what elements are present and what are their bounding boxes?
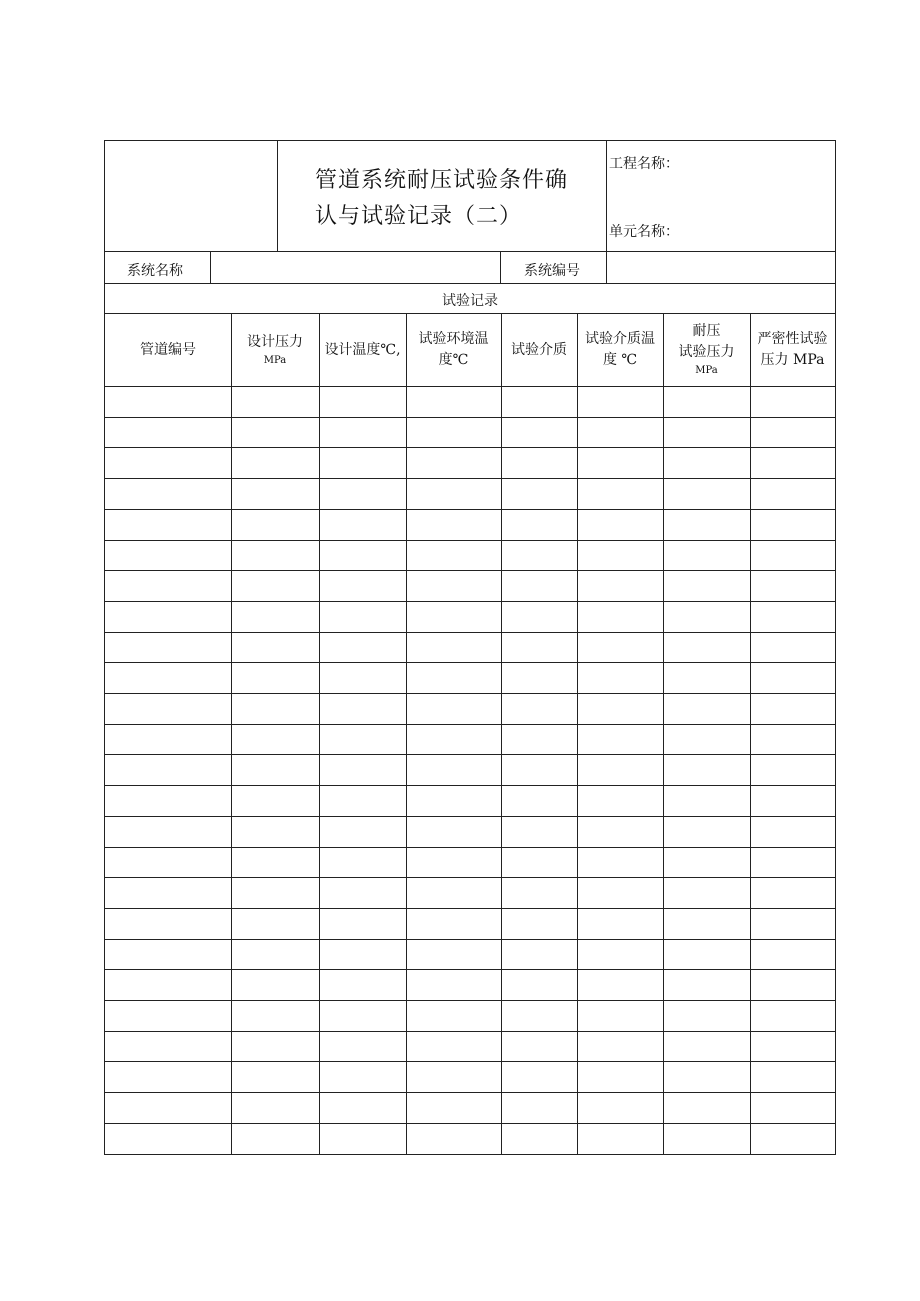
- column-header-line1: 试验环境温: [418, 331, 489, 347]
- table-cell[interactable]: [578, 694, 662, 723]
- table-cell[interactable]: [320, 694, 405, 723]
- table-cell[interactable]: [502, 1124, 576, 1153]
- table-cell[interactable]: [320, 663, 405, 692]
- table-cell[interactable]: [407, 510, 500, 539]
- table-cell[interactable]: [106, 909, 230, 938]
- table-cell[interactable]: [232, 510, 318, 539]
- table-cell[interactable]: [106, 970, 230, 999]
- table-cell[interactable]: [106, 1001, 230, 1030]
- table-cell[interactable]: [751, 663, 834, 692]
- table-cell[interactable]: [664, 1093, 749, 1122]
- table-cell[interactable]: [106, 418, 230, 447]
- table-cell[interactable]: [578, 663, 662, 692]
- table-cell[interactable]: [232, 755, 318, 784]
- table-cell[interactable]: [407, 541, 500, 570]
- table-cell[interactable]: [232, 1093, 318, 1122]
- column-header: [231, 314, 319, 386]
- table-cell[interactable]: [232, 541, 318, 570]
- table-cell[interactable]: [578, 878, 662, 907]
- table-cell[interactable]: [664, 878, 749, 907]
- table-cell[interactable]: [502, 1062, 576, 1091]
- form-title-line2: 认与试验记录（二）: [315, 204, 523, 229]
- table-cell[interactable]: [751, 848, 834, 877]
- table-cell[interactable]: [320, 571, 405, 600]
- system-number-field[interactable]: [607, 252, 835, 282]
- table-cell[interactable]: [502, 970, 576, 999]
- table-cell[interactable]: [751, 786, 834, 815]
- column-header-line2: 度 ℃: [602, 352, 638, 368]
- table-cell[interactable]: [320, 725, 405, 754]
- test-record-form: [104, 140, 836, 1155]
- column-header-line1: 试验介质: [511, 341, 567, 358]
- table-cell[interactable]: [232, 663, 318, 692]
- table-cell[interactable]: [320, 1062, 405, 1091]
- table-cell[interactable]: [664, 387, 749, 416]
- table-cell[interactable]: [578, 602, 662, 631]
- table-cell[interactable]: [502, 387, 576, 416]
- table-cell[interactable]: [664, 541, 749, 570]
- table-cell[interactable]: [502, 755, 576, 784]
- table-cell[interactable]: [578, 786, 662, 815]
- table-cell[interactable]: [106, 1032, 230, 1061]
- table-cell[interactable]: [407, 848, 500, 877]
- table-cell[interactable]: [407, 909, 500, 938]
- table-cell[interactable]: [232, 633, 318, 662]
- table-cell[interactable]: [106, 725, 230, 754]
- table-cell[interactable]: [320, 755, 405, 784]
- table-cell[interactable]: [232, 1001, 318, 1030]
- table-cell[interactable]: [407, 602, 500, 631]
- table-cell[interactable]: [407, 725, 500, 754]
- column-header-line2: 压力 MPa: [760, 352, 825, 368]
- table-cell[interactable]: [407, 940, 500, 969]
- table-cell[interactable]: [751, 970, 834, 999]
- column-header: [319, 314, 406, 386]
- column-header-line1: 耐压: [692, 323, 721, 339]
- table-cell[interactable]: [578, 1062, 662, 1091]
- table-cell[interactable]: [320, 940, 405, 969]
- column-header-line1: 设计温度℃,: [324, 341, 401, 358]
- column-header-line1: 试验介质温: [585, 331, 655, 347]
- table-cell[interactable]: [320, 387, 405, 416]
- table-cell[interactable]: [751, 571, 834, 600]
- table-cell[interactable]: [320, 1124, 405, 1153]
- table-cell[interactable]: [751, 817, 834, 846]
- table-cell[interactable]: [106, 694, 230, 723]
- table-cell[interactable]: [320, 541, 405, 570]
- table-cell[interactable]: [578, 1001, 662, 1030]
- table-cell[interactable]: [232, 479, 318, 508]
- table-cell[interactable]: [502, 541, 576, 570]
- table-cell[interactable]: [664, 970, 749, 999]
- table-cell[interactable]: [502, 909, 576, 938]
- table-cell[interactable]: [106, 940, 230, 969]
- table-cell[interactable]: [664, 602, 749, 631]
- table-cell[interactable]: [407, 1032, 500, 1061]
- table-cell[interactable]: [106, 448, 230, 477]
- table-cell[interactable]: [407, 418, 500, 447]
- table-cell[interactable]: [502, 786, 576, 815]
- table-cell[interactable]: [502, 878, 576, 907]
- table-cell[interactable]: [664, 755, 749, 784]
- table-cell[interactable]: [407, 448, 500, 477]
- table-cell[interactable]: [106, 878, 230, 907]
- table-cell[interactable]: [407, 1124, 500, 1153]
- column-header: [501, 314, 577, 386]
- project-name-label: 工程名称：: [609, 156, 679, 172]
- table-cell[interactable]: [106, 1062, 230, 1091]
- table-cell[interactable]: [320, 510, 405, 539]
- table-cell[interactable]: [664, 848, 749, 877]
- logo-cell: [105, 141, 277, 251]
- table-cell[interactable]: [578, 571, 662, 600]
- table-cell[interactable]: [320, 817, 405, 846]
- table-cell[interactable]: [502, 663, 576, 692]
- table-cell[interactable]: [751, 418, 834, 447]
- table-cell[interactable]: [751, 633, 834, 662]
- table-cell[interactable]: [502, 633, 576, 662]
- table-cell[interactable]: [232, 817, 318, 846]
- table-cell[interactable]: [106, 1124, 230, 1153]
- table-cell[interactable]: [232, 694, 318, 723]
- column-header: [577, 314, 663, 386]
- table-cell[interactable]: [751, 1062, 834, 1091]
- table-cell[interactable]: [578, 448, 662, 477]
- column-header-unit: MPa: [263, 354, 287, 366]
- table-cell[interactable]: [232, 940, 318, 969]
- table-cell[interactable]: [664, 940, 749, 969]
- table-cell[interactable]: [578, 970, 662, 999]
- table-cell[interactable]: [320, 1001, 405, 1030]
- table-cell[interactable]: [578, 541, 662, 570]
- column-header-line2: 试验压力: [678, 344, 735, 360]
- column-header-unit: MPa: [695, 365, 718, 376]
- table-cell[interactable]: [407, 970, 500, 999]
- table-cell[interactable]: [502, 694, 576, 723]
- table-cell[interactable]: [106, 848, 230, 877]
- table-cell[interactable]: [664, 909, 749, 938]
- table-cell[interactable]: [751, 909, 834, 938]
- table-cell[interactable]: [751, 725, 834, 754]
- column-header: [105, 314, 231, 386]
- table-cell[interactable]: [664, 448, 749, 477]
- table-cell[interactable]: [320, 633, 405, 662]
- table-cell[interactable]: [232, 848, 318, 877]
- table-cell[interactable]: [232, 786, 318, 815]
- table-cell[interactable]: [232, 909, 318, 938]
- table-cell[interactable]: [751, 878, 834, 907]
- table-cell[interactable]: [664, 1032, 749, 1061]
- table-cell[interactable]: [232, 571, 318, 600]
- table-cell[interactable]: [751, 694, 834, 723]
- table-cell[interactable]: [751, 1001, 834, 1030]
- table-cell[interactable]: [320, 970, 405, 999]
- table-cell[interactable]: [106, 510, 230, 539]
- form-title-line1: 管道系统耐压试验条件确: [315, 168, 569, 193]
- table-cell[interactable]: [407, 755, 500, 784]
- table-cell[interactable]: [502, 1001, 576, 1030]
- column-header: [406, 314, 501, 386]
- table-cell[interactable]: [502, 571, 576, 600]
- table-cell[interactable]: [578, 817, 662, 846]
- table-cell[interactable]: [664, 694, 749, 723]
- table-cell[interactable]: [751, 510, 834, 539]
- table-cell[interactable]: [578, 848, 662, 877]
- system-number-label: 系统编号: [524, 263, 580, 279]
- table-cell[interactable]: [320, 1032, 405, 1061]
- table-cell[interactable]: [664, 479, 749, 508]
- table-cell[interactable]: [232, 387, 318, 416]
- table-cell[interactable]: [502, 448, 576, 477]
- table-cell[interactable]: [407, 694, 500, 723]
- table-cell[interactable]: [751, 1093, 834, 1122]
- table-cell[interactable]: [232, 1032, 318, 1061]
- table-cell[interactable]: [407, 878, 500, 907]
- table-cell[interactable]: [407, 1062, 500, 1091]
- table-cell[interactable]: [502, 602, 576, 631]
- table-cell[interactable]: [320, 1093, 405, 1122]
- table-cell[interactable]: [106, 1093, 230, 1122]
- table-cell[interactable]: [664, 510, 749, 539]
- table-cell[interactable]: [664, 786, 749, 815]
- table-cell[interactable]: [578, 1093, 662, 1122]
- table-cell[interactable]: [578, 510, 662, 539]
- table-cell[interactable]: [751, 479, 834, 508]
- column-header: [663, 314, 750, 386]
- table-cell[interactable]: [578, 633, 662, 662]
- table-cell[interactable]: [502, 1093, 576, 1122]
- table-cell[interactable]: [320, 878, 405, 907]
- table-cell[interactable]: [320, 448, 405, 477]
- table-cell[interactable]: [578, 418, 662, 447]
- table-cell[interactable]: [578, 755, 662, 784]
- table-cell[interactable]: [578, 725, 662, 754]
- table-cell[interactable]: [502, 817, 576, 846]
- table-cell[interactable]: [407, 1001, 500, 1030]
- system-name-field[interactable]: [211, 252, 499, 282]
- column-header-line1: 严密性试验: [757, 331, 828, 347]
- table-cell[interactable]: [232, 1062, 318, 1091]
- table-cell[interactable]: [320, 786, 405, 815]
- table-cell[interactable]: [751, 1124, 834, 1153]
- table-cell[interactable]: [751, 602, 834, 631]
- table-cell[interactable]: [106, 755, 230, 784]
- table-cell[interactable]: [320, 418, 405, 447]
- table-cell[interactable]: [106, 479, 230, 508]
- table-cell[interactable]: [232, 1124, 318, 1153]
- unit-name-label: 单元名称：: [609, 224, 679, 240]
- section-title: 试验记录: [442, 293, 498, 309]
- table-cell[interactable]: [502, 510, 576, 539]
- system-row-bottom-line: [105, 283, 835, 284]
- table-cell[interactable]: [664, 817, 749, 846]
- form-title: [315, 163, 595, 235]
- header-divider-title: [606, 141, 607, 251]
- table-cell[interactable]: [407, 1093, 500, 1122]
- table-cell[interactable]: [232, 970, 318, 999]
- table-cell[interactable]: [407, 571, 500, 600]
- table-cell[interactable]: [320, 602, 405, 631]
- table-cell[interactable]: [106, 541, 230, 570]
- table-cell[interactable]: [664, 663, 749, 692]
- table-cell[interactable]: [407, 479, 500, 508]
- table-cell[interactable]: [502, 418, 576, 447]
- table-cell[interactable]: [664, 1001, 749, 1030]
- table-cell[interactable]: [320, 909, 405, 938]
- table-cell[interactable]: [578, 1124, 662, 1153]
- table-cell[interactable]: [664, 633, 749, 662]
- table-cell[interactable]: [664, 725, 749, 754]
- table-cell[interactable]: [320, 848, 405, 877]
- table-cell[interactable]: [106, 663, 230, 692]
- table-cell[interactable]: [751, 448, 834, 477]
- table-cell[interactable]: [751, 1032, 834, 1061]
- table-cell[interactable]: [664, 1124, 749, 1153]
- table-cell[interactable]: [664, 1062, 749, 1091]
- table-cell[interactable]: [407, 633, 500, 662]
- table-cell[interactable]: [320, 479, 405, 508]
- table-cell[interactable]: [751, 541, 834, 570]
- table-cell[interactable]: [106, 633, 230, 662]
- system-name-label: 系统名称: [127, 263, 183, 279]
- table-cell[interactable]: [578, 479, 662, 508]
- table-cell[interactable]: [664, 418, 749, 447]
- table-cell[interactable]: [232, 448, 318, 477]
- column-header-line2: 度℃: [438, 352, 469, 368]
- table-cell[interactable]: [751, 755, 834, 784]
- table-cell[interactable]: [578, 387, 662, 416]
- table-cell[interactable]: [502, 1032, 576, 1061]
- table-cell[interactable]: [578, 940, 662, 969]
- table-cell[interactable]: [751, 387, 834, 416]
- table-cell[interactable]: [502, 940, 576, 969]
- table-cell[interactable]: [664, 571, 749, 600]
- header-divider-logo: [277, 141, 278, 251]
- table-cell[interactable]: [232, 725, 318, 754]
- table-cell[interactable]: [407, 786, 500, 815]
- table-cell[interactable]: [578, 1032, 662, 1061]
- table-cell[interactable]: [106, 571, 230, 600]
- column-header-line1: 管道编号: [140, 341, 196, 358]
- table-cell[interactable]: [502, 725, 576, 754]
- table-cell[interactable]: [106, 786, 230, 815]
- table-cell[interactable]: [232, 418, 318, 447]
- table-cell[interactable]: [407, 387, 500, 416]
- column-header-line1: 设计压力: [247, 333, 303, 350]
- table-cell[interactable]: [106, 387, 230, 416]
- table-cell[interactable]: [232, 878, 318, 907]
- table-cell[interactable]: [751, 940, 834, 969]
- table-cell[interactable]: [106, 817, 230, 846]
- table-cell[interactable]: [578, 909, 662, 938]
- table-cell[interactable]: [407, 817, 500, 846]
- table-cell[interactable]: [232, 602, 318, 631]
- system-value-divider: [500, 251, 501, 283]
- table-cell[interactable]: [502, 479, 576, 508]
- table-cell[interactable]: [407, 663, 500, 692]
- column-header: [750, 314, 835, 386]
- table-cell[interactable]: [106, 602, 230, 631]
- table-cell[interactable]: [502, 848, 576, 877]
